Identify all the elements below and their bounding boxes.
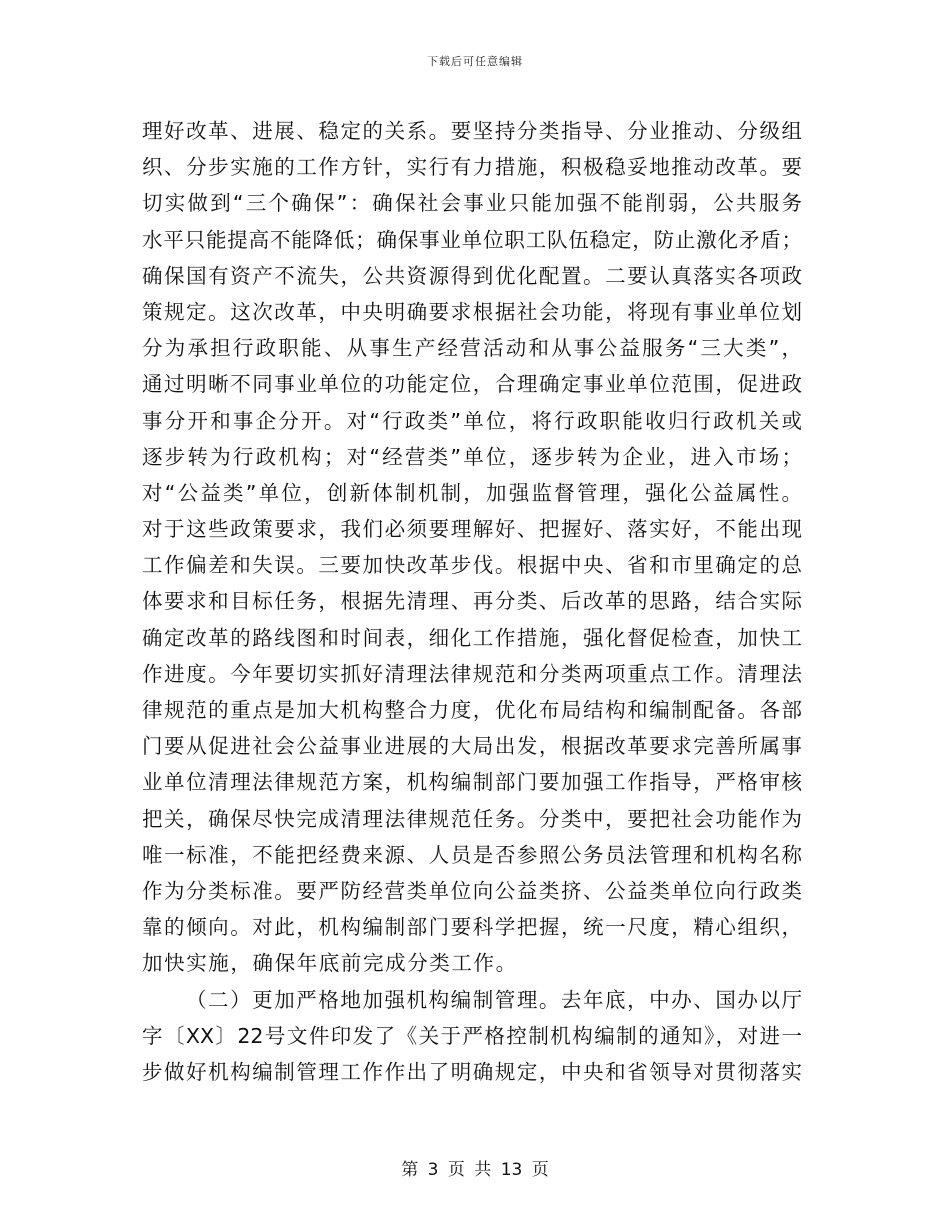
text-line: 把关，确保尽快完成清理法律规范任务。分类中，要把社会功能作为 xyxy=(142,806,802,831)
section-heading-line: （二）更加严格地加强机构编制管理。去年底，中办、国办以厅 xyxy=(186,987,802,1012)
text-line: 步做好机构编制管理工作作出了明确规定，中央和省领导对贯彻落实 xyxy=(142,1059,802,1084)
text-line: 事分开和事企分开。对“行政类”单位，将行政职能收归行政机关或 xyxy=(142,408,802,433)
page-header: 下载后可任意编辑 xyxy=(427,55,523,68)
text-line: 加快实施，确保年底前完成分类工作。 xyxy=(142,951,518,976)
text-line: 通过明晰不同事业单位的功能定位，合理确定事业单位范围，促进政 xyxy=(142,372,802,397)
text-line: 确保国有资产不流失，公共资源得到优化配置。二要认真落实各项政 xyxy=(142,263,802,288)
text-line: 唯一标准，不能把经费来源、人员是否参照公务员法管理和机构名称 xyxy=(142,842,802,867)
text-line: 字〔XX〕22号文件印发了《关于严格控制机构编制的通知》，对进一 xyxy=(142,1023,802,1048)
text-line: 确定改革的路线图和时间表，细化工作措施，强化督促检查，加快工 xyxy=(142,625,802,650)
text-line: 水平只能提高不能降低；确保事业单位职工队伍稳定，防止激化矛盾； xyxy=(142,227,802,252)
text-line: 体要求和目标任务，根据先清理、再分类、后改革的思路，结合实际 xyxy=(142,589,802,614)
text-line: 门要从促进社会公益事业进展的大局出发，根据改革要求完善所属事 xyxy=(142,734,802,759)
text-line: 分为承担行政职能、从事生产经营活动和从事公益服务“三大类”， xyxy=(142,336,802,361)
text-line: 作为分类标准。要严防经营类单位向公益类挤、公益类单位向行政类 xyxy=(142,878,802,903)
text-line: 对于这些政策要求，我们必须要理解好、把握好、落实好，不能出现 xyxy=(142,517,802,542)
document-body xyxy=(142,113,802,1090)
text-line: 织、分步实施的工作方针，实行有力措施，积极稳妥地推动改革。要 xyxy=(142,155,802,180)
text-line: 策规定。这次改革，中央明确要求根据社会功能，将现有事业单位划 xyxy=(142,299,802,324)
text-line: 逐步转为行政机构；对“经营类”单位，逐步转为企业，进入市场； xyxy=(142,444,802,469)
text-line: 作进度。今年要切实抓好清理法律规范和分类两项重点工作。清理法 xyxy=(142,661,802,686)
page-number-footer: 第 3 页 共 13 页 xyxy=(401,1160,549,1180)
text-line: 理好改革、进展、稳定的关系。要坚持分类指导、分业推动、分级组 xyxy=(142,119,802,143)
text-line: 律规范的重点是加大机构整合力度，优化布局结构和编制配备。各部 xyxy=(142,698,802,722)
text-line: 切实做到“三个确保”：确保社会事业只能加强不能削弱，公共服务 xyxy=(142,191,802,216)
text-line: 对“公益类”单位，创新体制机制，加强监督管理，强化公益属性。 xyxy=(142,480,802,505)
text-line: 业单位清理法律规范方案，机构编制部门要加强工作指导，严格审核 xyxy=(142,770,802,795)
text-line: 靠的倾向。对此，机构编制部门要科学把握，统一尺度，精心组织， xyxy=(142,915,802,940)
text-line: 工作偏差和失误。三要加快改革步伐。根据中央、省和市里确定的总 xyxy=(142,553,802,578)
